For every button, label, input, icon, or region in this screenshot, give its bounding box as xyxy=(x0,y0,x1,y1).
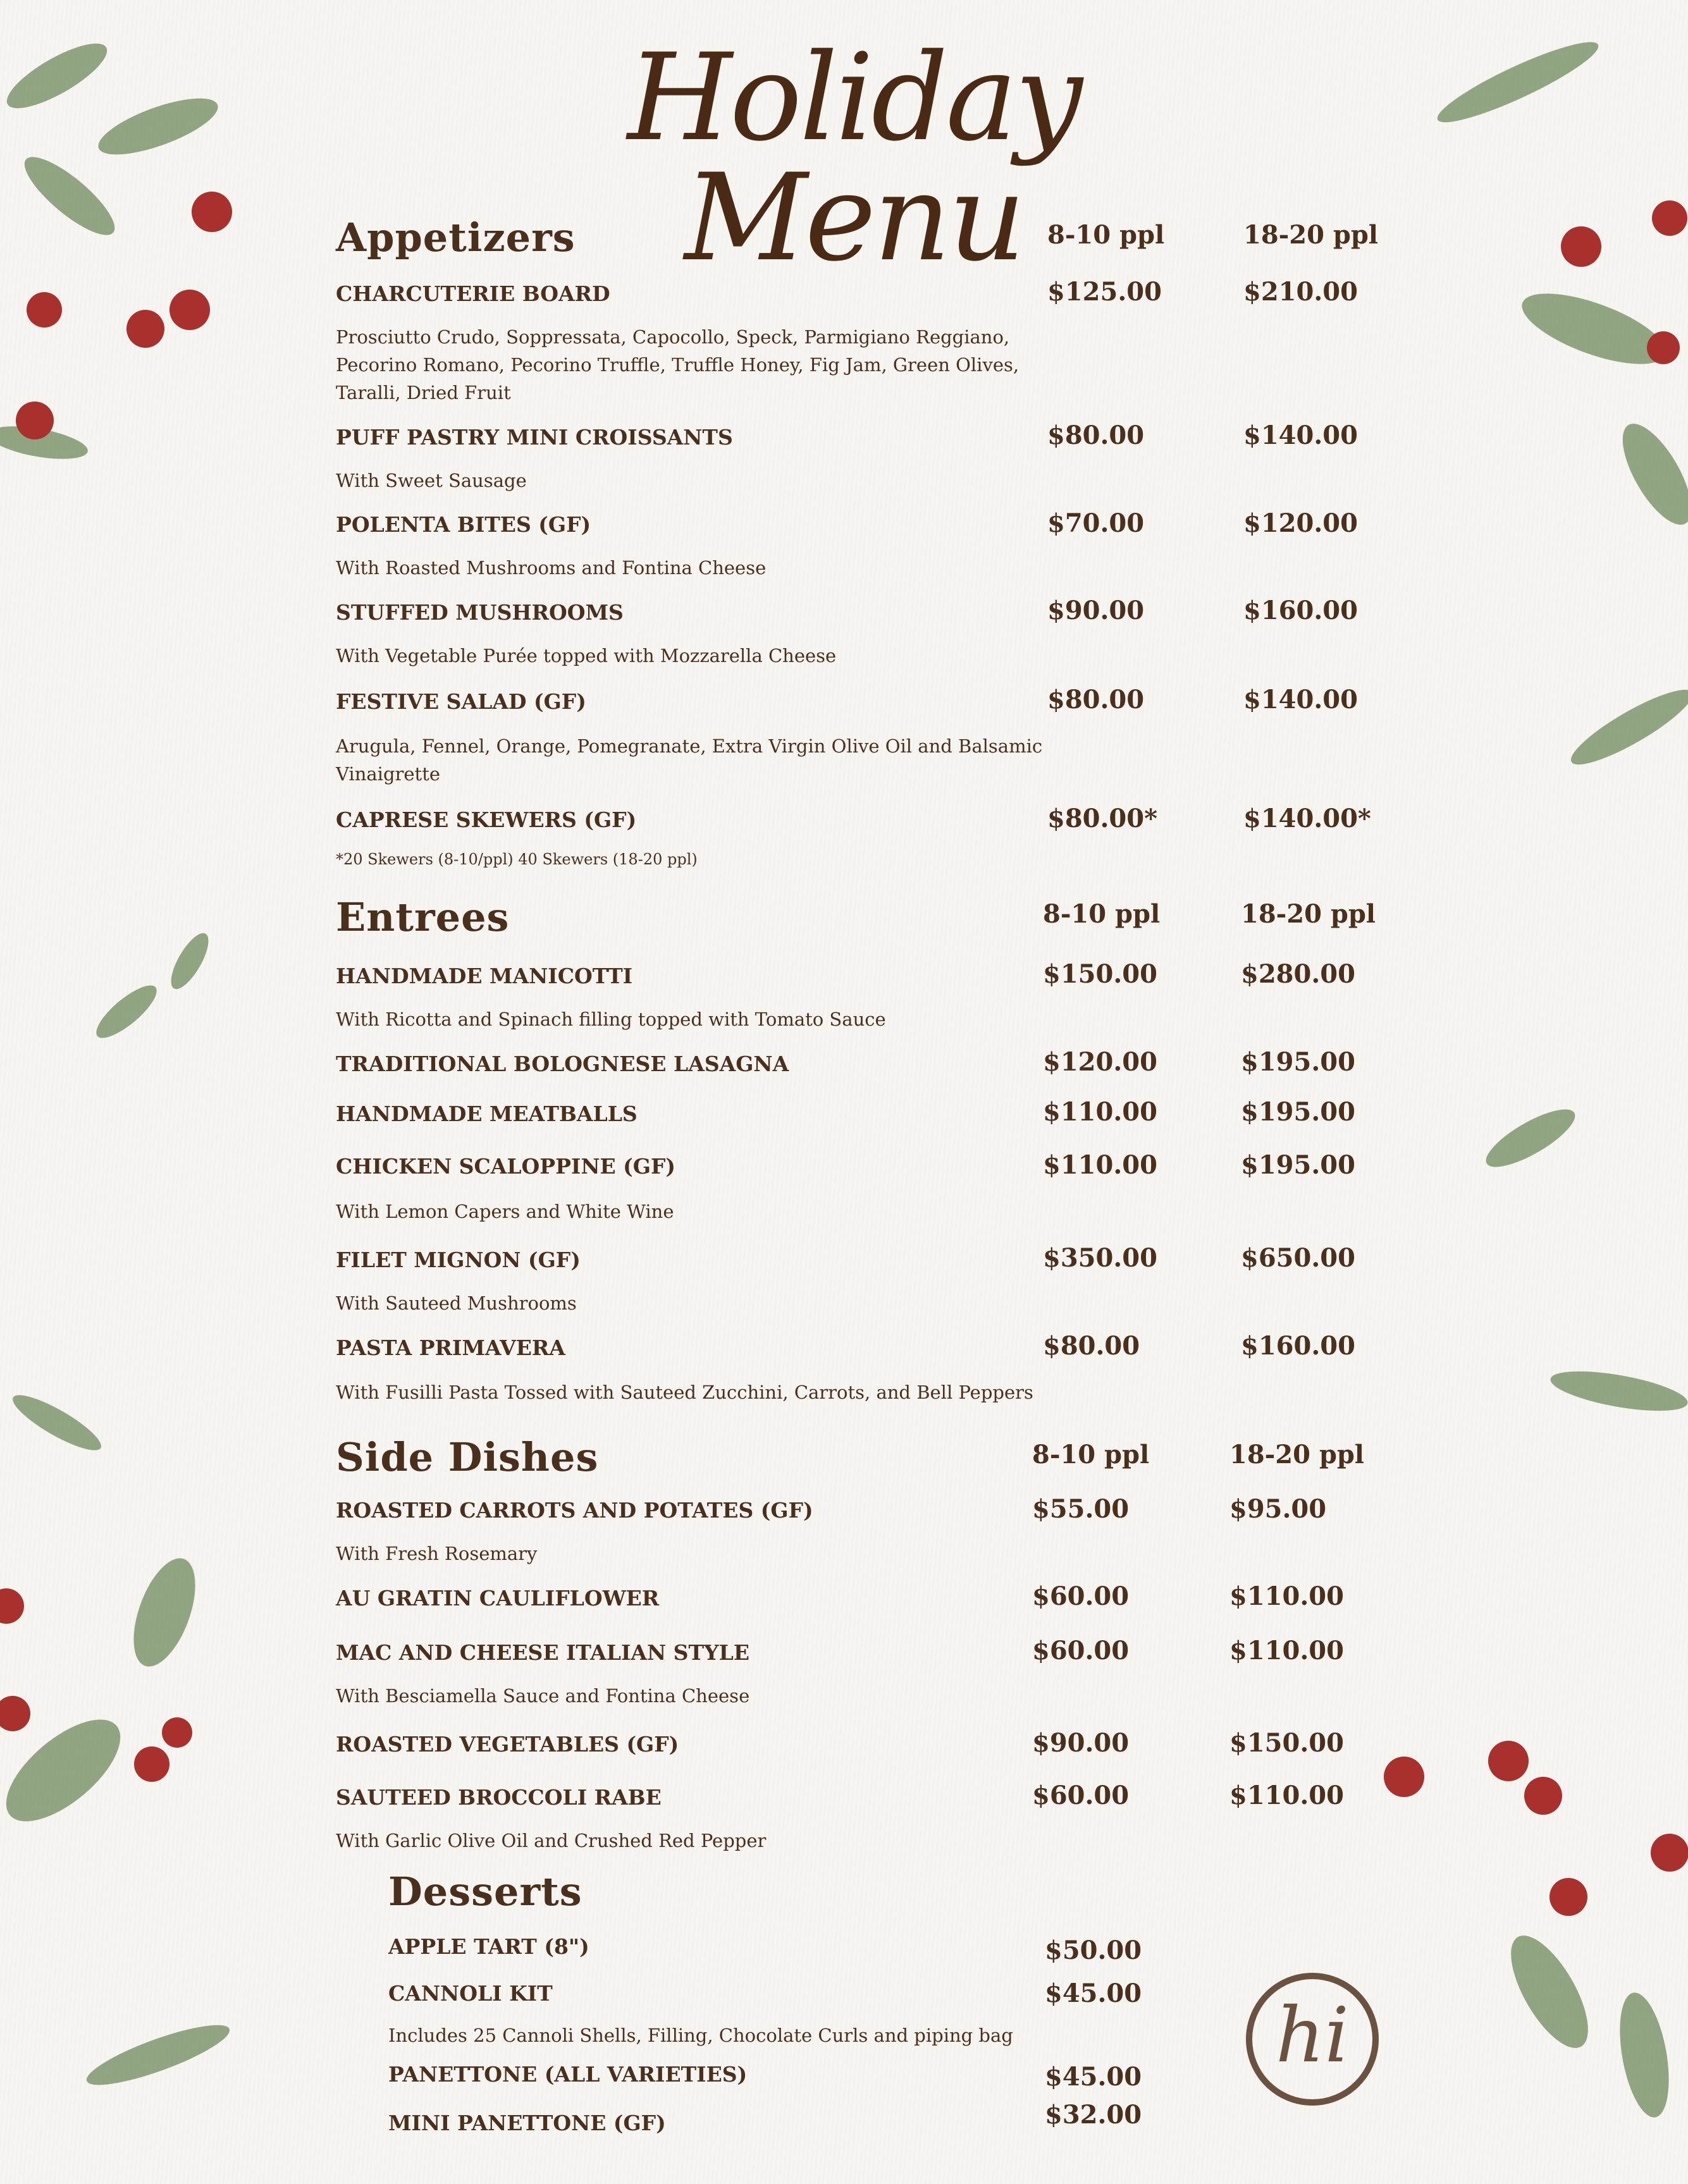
menu-item-name: CHARCUTERIE BOARD xyxy=(336,281,610,306)
section-heading: Entrees xyxy=(336,894,510,940)
price-small: $60.00 xyxy=(1032,1581,1130,1611)
section-heading: Side Dishes xyxy=(336,1434,599,1480)
menu-item-description: With Sweet Sausage xyxy=(336,470,527,491)
menu-item-name: POLENTA BITES (GF) xyxy=(336,512,591,537)
column-header-small: 8-10 ppl xyxy=(1043,899,1161,929)
price-large: $650.00 xyxy=(1241,1243,1355,1273)
menu-item-name: PUFF PASTRY MINI CROISSANTS xyxy=(336,425,733,450)
price-large: $150.00 xyxy=(1229,1728,1344,1758)
price-small: $80.00 xyxy=(1047,420,1145,450)
price-small: $60.00 xyxy=(1032,1636,1130,1666)
menu-item-description: With Garlic Olive Oil and Crushed Red Pepper xyxy=(336,1830,767,1851)
price-large: $120.00 xyxy=(1243,508,1358,538)
price-large: $195.00 xyxy=(1241,1047,1355,1077)
section-heading: Desserts xyxy=(388,1868,582,1915)
menu-item-description: With Ricotta and Spinach filling topped with Tomato Sauce xyxy=(336,1009,886,1030)
menu-item-name: AU GRATIN CAULIFLOWER xyxy=(336,1586,660,1610)
menu-item-name: PANETTONE (ALL VARIETIES) xyxy=(388,2062,748,2087)
price-small: $80.00 xyxy=(1047,685,1145,715)
price-small: $150.00 xyxy=(1043,959,1157,989)
price-large: $160.00 xyxy=(1241,1331,1355,1361)
hi-logo xyxy=(1240,1966,1385,2112)
price-small: $110.00 xyxy=(1043,1097,1157,1127)
price-small: $45.00 xyxy=(1045,1978,1142,2008)
price-large: $160.00 xyxy=(1243,596,1358,625)
menu-item-name: APPLE TART (8") xyxy=(388,1934,589,1959)
price-small: $125.00 xyxy=(1047,277,1162,307)
menu-item-name: TRADITIONAL BOLOGNESE LASAGNA xyxy=(336,1052,789,1076)
column-header-large: 18-20 ppl xyxy=(1243,220,1378,250)
price-small: $80.00 xyxy=(1043,1331,1140,1361)
menu-item-name: PASTA PRIMAVERA xyxy=(336,1335,565,1360)
price-large: $110.00 xyxy=(1229,1636,1344,1666)
menu-item-name: CANNOLI KIT xyxy=(388,1981,553,2006)
price-large: $195.00 xyxy=(1241,1150,1355,1180)
menu-item-name: FESTIVE SALAD (GF) xyxy=(336,689,586,714)
price-small: $32.00 xyxy=(1045,2100,1142,2130)
price-large: $140.00 xyxy=(1243,420,1358,450)
menu-item-description: With Sauteed Mushrooms xyxy=(336,1292,577,1314)
price-small: $120.00 xyxy=(1043,1047,1157,1077)
menu-item-name: MINI PANETTONE (GF) xyxy=(388,2111,666,2135)
price-large: $110.00 xyxy=(1229,1781,1344,1810)
price-large: $210.00 xyxy=(1243,277,1358,307)
column-header-small: 8-10 ppl xyxy=(1047,220,1165,250)
price-small: $70.00 xyxy=(1047,508,1145,538)
menu-item-name: SAUTEED BROCCOLI RABE xyxy=(336,1785,662,1810)
menu-item-description: With Fusilli Pasta Tossed with Sauteed Zucchini, Carrots, and Bell Peppers xyxy=(336,1382,1033,1403)
menu-item-name: ROASTED CARROTS AND POTATES (GF) xyxy=(336,1498,813,1523)
menu-item-name: HANDMADE MEATBALLS xyxy=(336,1101,638,1126)
menu-item-name: CAPRESE SKEWERS (GF) xyxy=(336,807,637,832)
menu-item-name: FILET MIGNON (GF) xyxy=(336,1248,581,1272)
price-large: $195.00 xyxy=(1241,1097,1355,1127)
price-small: $90.00 xyxy=(1032,1728,1130,1758)
menu-item-description: With Besciamella Sauce and Fontina Cheese xyxy=(336,1685,750,1707)
column-header-large: 18-20 ppl xyxy=(1229,1440,1364,1469)
price-small: $55.00 xyxy=(1032,1494,1130,1524)
price-small: $80.00* xyxy=(1047,804,1158,833)
price-small: $60.00 xyxy=(1032,1781,1130,1810)
price-small: $90.00 xyxy=(1047,596,1145,625)
price-large: $110.00 xyxy=(1229,1581,1344,1611)
menu-item-description: With Roasted Mushrooms and Fontina Cheese xyxy=(336,557,767,579)
price-large: $95.00 xyxy=(1229,1494,1327,1524)
price-large: $280.00 xyxy=(1241,959,1355,989)
column-header-small: 8-10 ppl xyxy=(1032,1440,1150,1469)
menu-item-name: HANDMADE MANICOTTI xyxy=(336,964,633,988)
section-heading: Appetizers xyxy=(336,214,576,261)
price-small: $350.00 xyxy=(1043,1243,1157,1273)
price-large: $140.00* xyxy=(1243,804,1371,833)
menu-title: Holiday Menu xyxy=(627,28,1080,288)
price-small: $110.00 xyxy=(1043,1150,1157,1180)
price-small: $45.00 xyxy=(1045,2062,1142,2092)
menu-item-name: MAC AND CHEESE ITALIAN STYLE xyxy=(336,1640,749,1665)
price-large: $140.00 xyxy=(1243,685,1358,715)
menu-item-name: STUFFED MUSHROOMS xyxy=(336,600,624,625)
menu-item-note: *20 Skewers (8-10/ppl) 40 Skewers (18-20 ppl) xyxy=(336,850,698,868)
menu-item-description: With Vegetable Purée topped with Mozzarella Cheese xyxy=(336,645,837,666)
menu-item-name: ROASTED VEGETABLES (GF) xyxy=(336,1732,679,1757)
menu-item-description: With Lemon Capers and White Wine xyxy=(336,1201,674,1222)
menu-item-description: Arugula, Fennel, Orange, Pomegranate, Extra Virgin Olive Oil and Balsamic Vinaigrette xyxy=(336,735,1043,785)
svg-text:hi: hi xyxy=(1276,1992,1349,2080)
price-small: $50.00 xyxy=(1045,1936,1142,1965)
menu-item-description: Includes 25 Cannoli Shells, Filling, Chocolate Curls and piping bag xyxy=(388,2025,1013,2046)
menu-item-description: Prosciutto Crudo, Soppressata, Capocollo, Speck, Parmigiano Reggiano, Pecorino Romano, Pecorino Truffle, Truffle Honey, Fig Jam, Green Olives, Taralli, Dried Fruit xyxy=(336,326,1020,403)
column-header-large: 18-20 ppl xyxy=(1241,899,1376,929)
menu-item-description: With Fresh Rosemary xyxy=(336,1543,538,1564)
menu-item-name: CHICKEN SCALOPPINE (GF) xyxy=(336,1154,675,1179)
